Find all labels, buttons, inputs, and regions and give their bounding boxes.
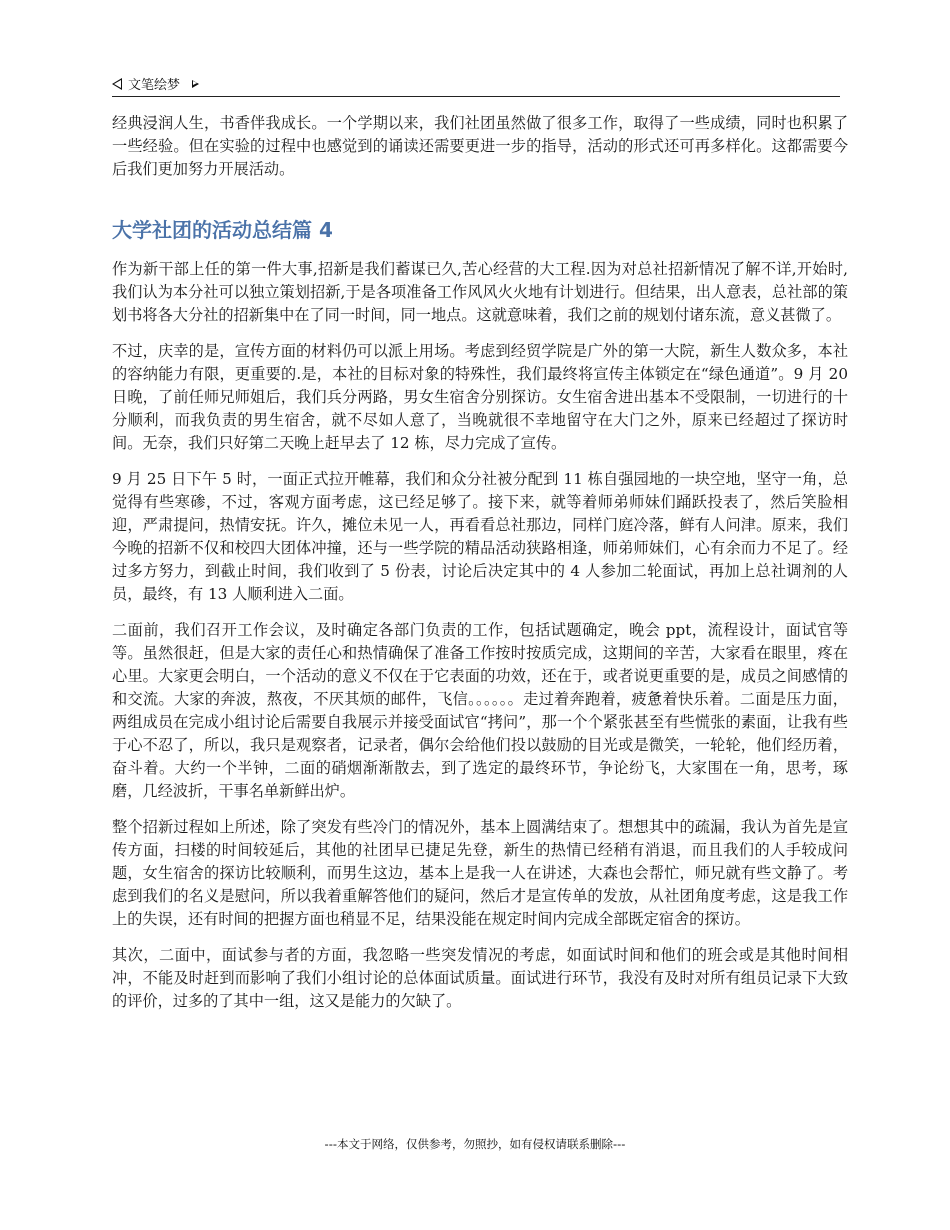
- body-paragraph-2: 不过，庆幸的是，宣传方面的材料仍可以派上用场。考虑到经贸学院是广外的第一大院，新生人数众多，本社的容纳能力有限，更重要的.是，本社的目标对象的特殊性，我们最终将宣传主体锁定在“绿色通道”。9 月 20 日晚，了前任师兄师姐后，我们兵分两路，男女生宿舍分别探访。女生宿舍进出基本不受限制，一切进行的十分顺利，而我负责的男生宿舍，就不尽如人意了，当晚就很不幸地留守在大门之外，原来已经超过了探访时间。无奈，我们只好第二天晚上赶早去了 12 栋，尽力完成了宣传。: [112, 342, 848, 452]
- body-paragraph-5: 整个招新过程如上所述，除了突发有些冷门的情况外，基本上圆满结束了。想想其中的疏漏，我认为首先是宣传方面，扫楼的时间较延后，其他的社团早已捷足先登，新生的热情已经稍有消退，而且我们的人手较成问题，女生宿舍的探访比较顺利，而男生这边，基本上是我一人在讲述，大森也会帮忙，师兄就有些文静了。考虑到我们的名义是慰问，所以我着重解答他们的疑问，然后才是宣传单的发放，从社团角度考虑，这是我工作上的失误，还有时间的把握方面也稍显不足，结果没能在规定时间内完成全部既定宿舍的探访。: [112, 818, 848, 928]
- body-paragraph-3: 9 月 25 日下午 5 时，一面正式拉开帷幕，我们和众分社被分配到 11 栋自强园地的一块空地，坚守一角，总觉得有些寒碜，不过，客观方面考虑，这已经足够了。接下来，就等着师弟师妹们踊跃投表了，然后笑脸相迎，严肃提问，热情安抚。许久，摊位未见一人，再看看总社那边，同样门庭冷落，鲜有人问津。原来，我们今晚的招新不仅和校四大团体冲撞，还与一些学院的精品活动狭路相逢，师弟师妹们，心有余而力不足了。经过多方努力，到截止时间，我们收到了 5 份表，讨论后决定其中的 4 人参加二轮面试，再加上总社调剂的人员，最终，有 13 人顺利进入二面。: [112, 470, 848, 603]
- section-title: 大学社团的活动总结篇 4: [112, 218, 333, 242]
- body-paragraph-4: 二面前，我们召开工作会议，及时确定各部门负责的工作，包括试题确定，晚会 ppt，流程设计，面试官等等。虽然很赶，但是大家的责任心和热情确保了准备工作按时按质完成，这期间的辛苦，大家看在眼里，疼在心里。大家更会明白，一个活动的意义不仅在于它表面的功效，还在于，或者说更重要的是，成员之间感情的和交流。大家的奔波，熬夜，不厌其烦的邮件，飞信。。。。。。走过着奔跑着，疲惫着快乐着。二面是压力面，两组成员在完成小组讨论后需要自我展示并接受面试官“拷问”，那一个个紧张甚至有些慌张的素面，让我有些于心不忍了，所以，我只是观察者，记录者，偶尔会给他们投以鼓励的目光或是微笑，一轮轮，他们经历着，奋斗着。大约一个半钟，二面的硝烟渐渐散去，到了选定的最终环节，争论纷飞，大家围在一角，思考，琢磨，几经波折，干事名单新鲜出炉。: [112, 621, 848, 800]
- document-body: [112, 112, 848, 1026]
- brand-name: 文笔绘梦: [128, 78, 181, 93]
- page-header: [112, 72, 840, 97]
- triangle-left-icon: [112, 78, 122, 90]
- triangle-right-icon: [192, 80, 199, 88]
- brand-logo: [112, 74, 199, 93]
- body-paragraph-6: 其次，二面中，面试参与者的方面，我忽略一些突发情况的考虑，如面试时间和他们的班会或是其他时间相冲，不能及时赶到而影响了我们小组讨论的总体面试质量。面试进行环节，我没有及时对所有组员记录下大致的评价，过多的了其中一组，这又是能力的欠缺了。: [112, 946, 848, 1010]
- intro-paragraph: 经典浸润人生，书香伴我成长。一个学期以来，我们社团虽然做了很多工作，取得了一些成绩，同时也积累了一些经验。但在实验的过程中也感觉到的诵读还需要更进一步的指导，活动的形式还可再多样化。这都需要今后我们更加努力开展活动。: [112, 114, 848, 178]
- footer-notice: ---本文于网络，仅供参考，勿照抄，如有侵权请联系删除---: [324, 1137, 626, 1151]
- body-paragraph-1: 作为新干部上任的第一件大事,招新是我们蓄谋已久,苦心经营的大工程.因为对总社招新情况了解不详,开始时,我们认为本分社可以独立策划招新,于是各项准备工作风风火火地有计划进行。但结果，出人意表，总社部的策划书将各大分社的招新集中在了同一时间，同一地点。这就意味着，我们之前的规划付诸东流，意义甚微了。: [112, 260, 848, 324]
